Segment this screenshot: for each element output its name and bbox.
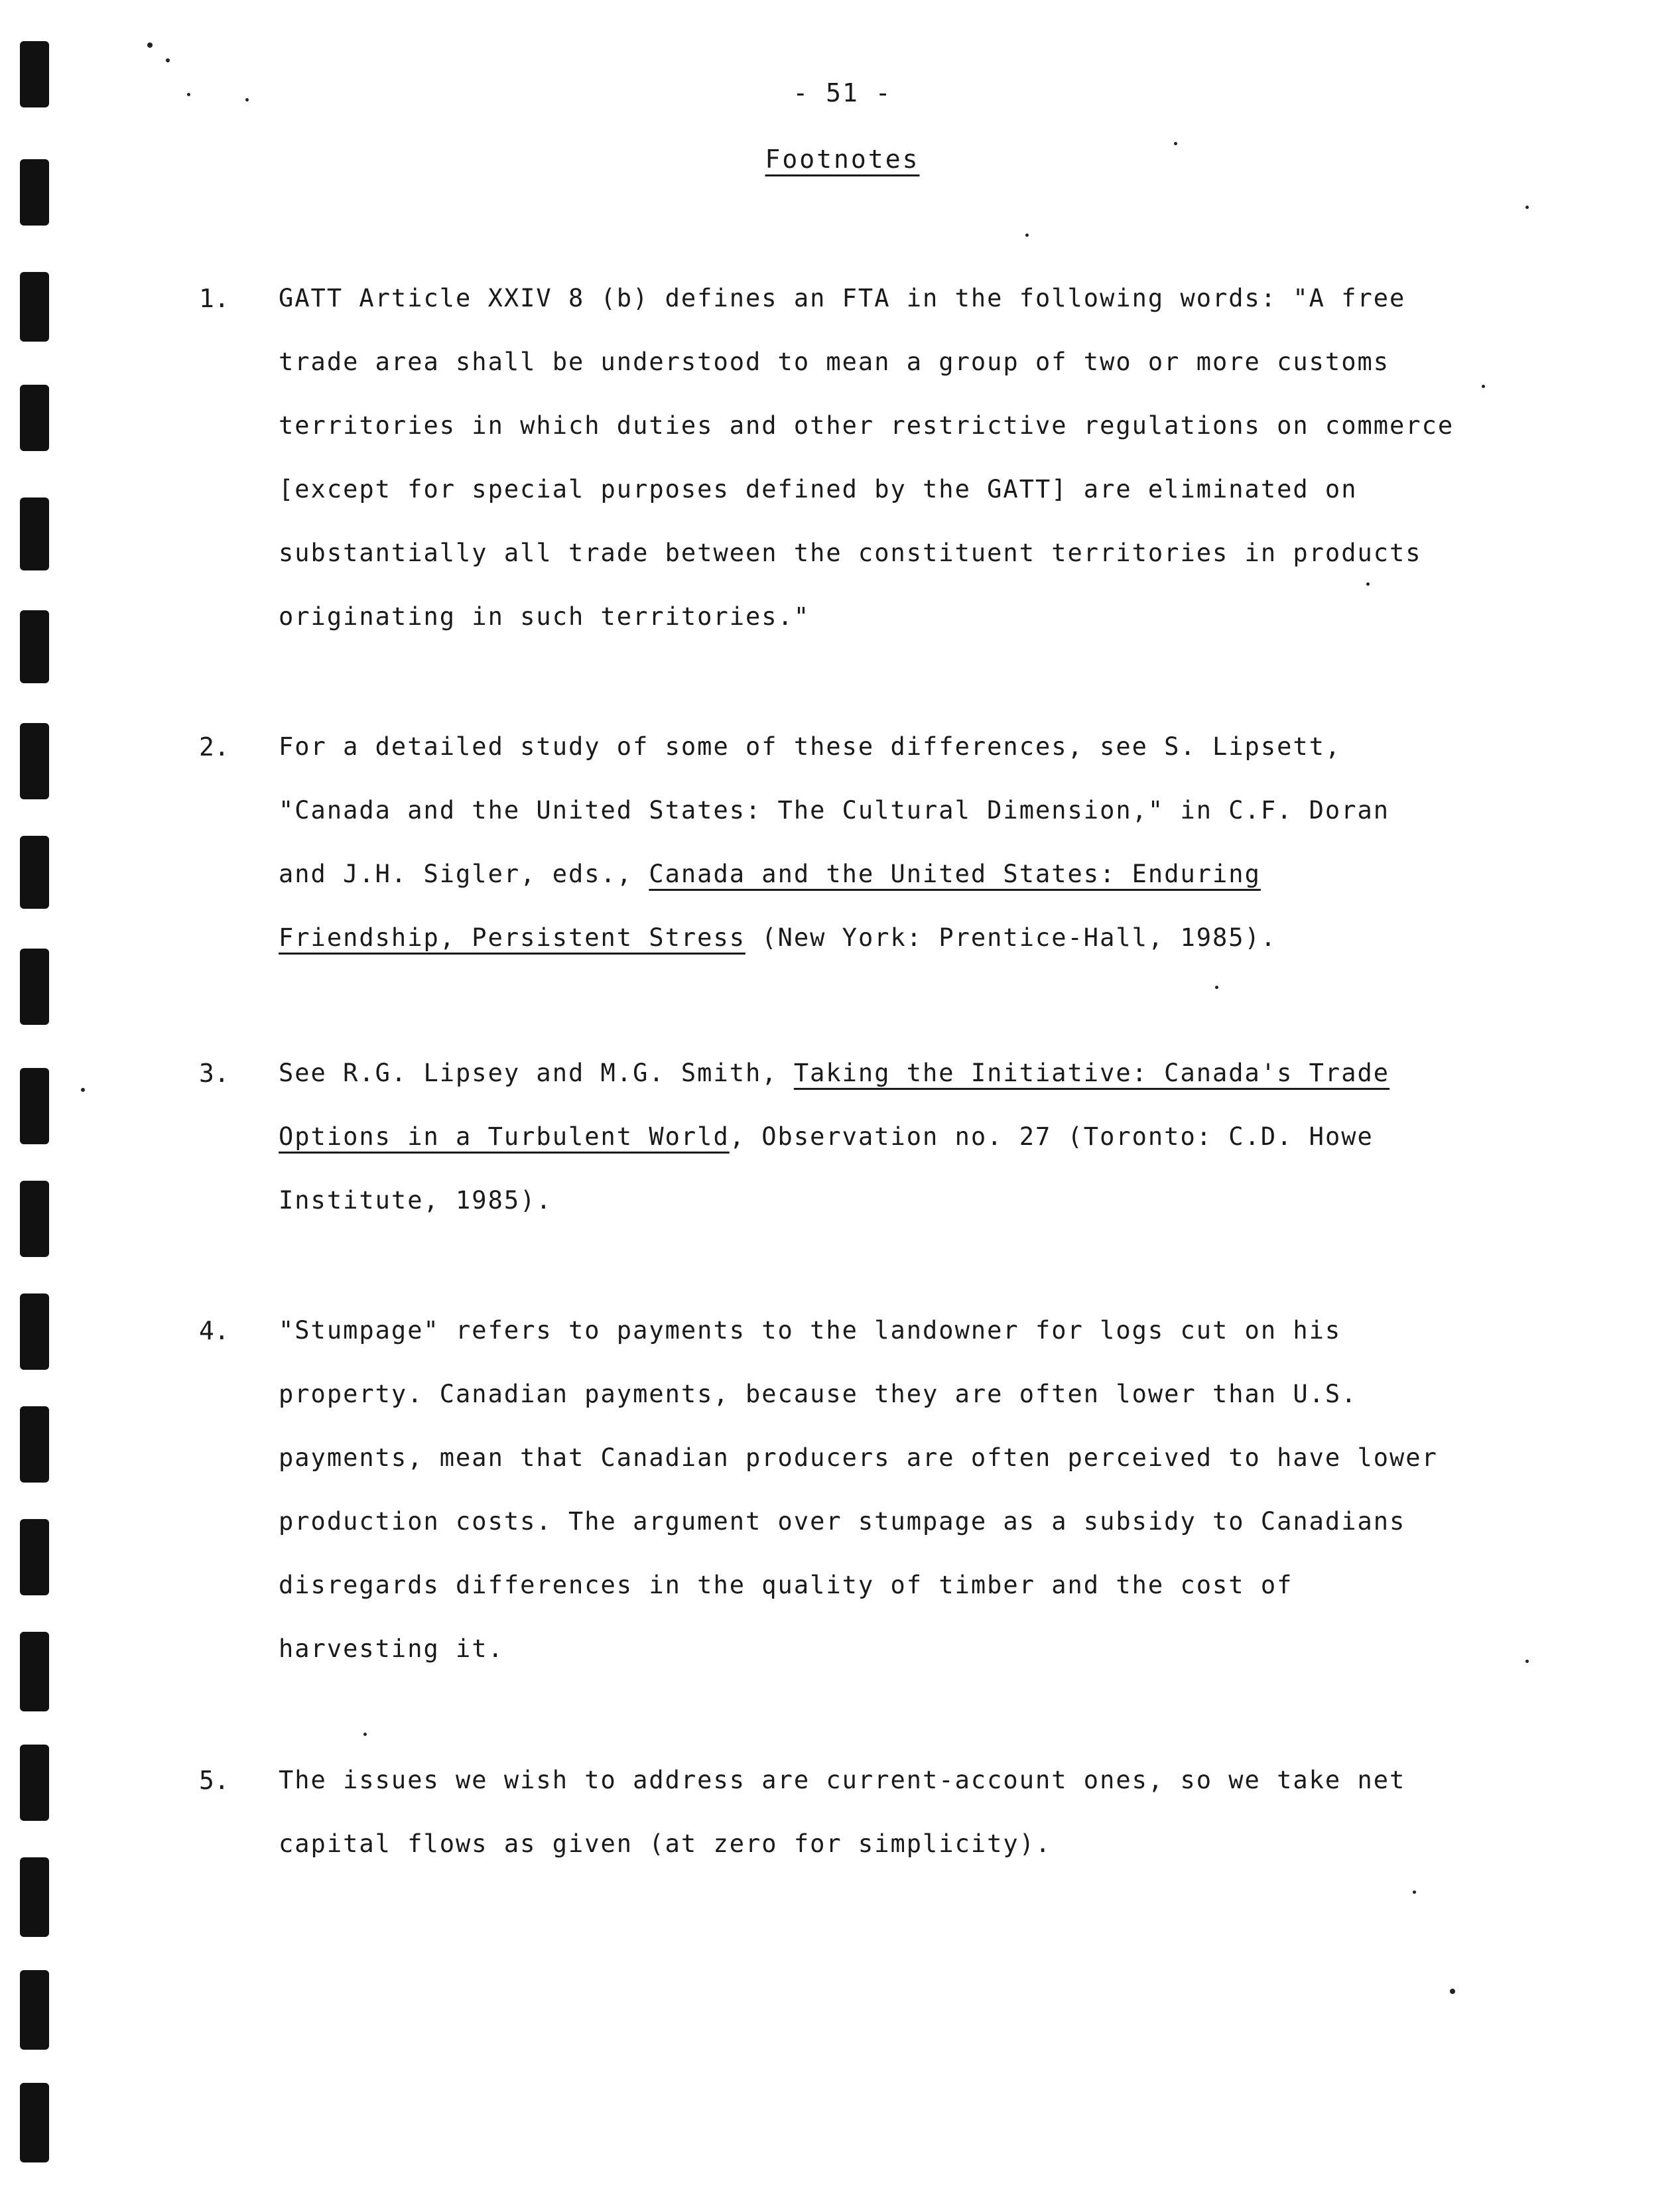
- footnote-line: GATT Article XXIV 8 (b) defines an FTA in the following words: "A free: [279, 284, 1406, 312]
- scan-speck: [1525, 1660, 1529, 1663]
- footnote-line: "Stumpage" refers to payments to the landowner for logs cut on his: [279, 1316, 1342, 1345]
- footnote-line: payments, mean that Canadian producers are often perceived to have lower: [279, 1443, 1438, 1472]
- binder-mark: [20, 1745, 49, 1821]
- book-title: Options in a Turbulent World: [279, 1122, 730, 1151]
- scan-speck: [1482, 385, 1485, 388]
- binder-mark: [20, 2083, 49, 2162]
- footnote-line: See R.G. Lipsey and M.G. Smith, Taking the Initiative: Canada's Trade: [279, 1059, 1390, 1087]
- binder-mark: [20, 949, 49, 1025]
- scan-speck: [1215, 986, 1218, 989]
- footnote-line: For a detailed study of some of these differences, see S. Lipsett,: [279, 732, 1342, 761]
- binder-mark: [20, 1519, 49, 1595]
- footnote-number: 5.: [199, 1766, 229, 1795]
- scan-speck: [166, 58, 170, 62]
- binder-mark: [20, 1632, 49, 1711]
- scan-speck: [363, 1733, 367, 1736]
- binder-mark: [20, 1970, 49, 2050]
- scan-speck: [1174, 142, 1177, 145]
- scan-speck: [187, 93, 190, 96]
- footnote-number: 4.: [199, 1316, 229, 1345]
- book-title: Taking the Initiative: Canada's Trade: [793, 1059, 1390, 1087]
- binder-mark: [20, 1857, 49, 1937]
- binder-mark: [20, 610, 49, 683]
- footnote-line: Friendship, Persistent Stress (New York: Prentice-Hall, 1985).: [279, 923, 1277, 952]
- binder-mark: [20, 385, 49, 451]
- footnote-line: capital flows as given (at zero for simplicity).: [279, 1829, 1052, 1858]
- book-title: Canada and the United States: Enduring: [649, 860, 1261, 888]
- footnote-line: Institute, 1985).: [279, 1186, 552, 1215]
- scan-speck: [1413, 1890, 1416, 1894]
- binder-mark: [20, 1406, 49, 1483]
- footnote-line: [except for special purposes defined by the GATT] are eliminated on: [279, 475, 1358, 503]
- footnote-line: Options in a Turbulent World, Observation no. 27 (Toronto: C.D. Howe: [279, 1122, 1374, 1151]
- binder-mark: [20, 272, 49, 342]
- binder-mark: [20, 1181, 49, 1257]
- scan-speck: [147, 42, 153, 48]
- binder-mark: [20, 723, 49, 799]
- scan-speck: [81, 1088, 85, 1092]
- scan-speck: [1366, 582, 1370, 586]
- footnote-number: 2.: [199, 732, 229, 762]
- binder-mark: [20, 41, 49, 107]
- footnote-line: "Canada and the United States: The Cultural Dimension," in C.F. Doran: [279, 796, 1390, 825]
- footnote-number: 3.: [199, 1059, 229, 1088]
- footnote-line: substantially all trade between the constituent territories in products: [279, 539, 1422, 567]
- binder-mark: [20, 498, 49, 570]
- footnote-line: territories in which duties and other restrictive regulations on commerce: [279, 411, 1454, 440]
- footnote-line: production costs. The argument over stumpage as a subsidy to Canadians: [279, 1507, 1406, 1536]
- footnote-line: disregards differences in the quality of timber and the cost of: [279, 1571, 1293, 1599]
- page-number: - 51 -: [793, 78, 892, 107]
- footnote-line: originating in such territories.": [279, 602, 810, 631]
- binder-mark: [20, 1068, 49, 1144]
- binder-mark: [20, 1294, 49, 1370]
- footnote-number: 1.: [199, 284, 229, 313]
- scan-speck: [1450, 1989, 1455, 1994]
- binder-mark: [20, 836, 49, 909]
- scan-speck: [1525, 206, 1529, 209]
- binder-mark: [20, 159, 49, 226]
- book-title: Friendship, Persistent Stress: [279, 923, 746, 952]
- footnote-line: harvesting it.: [279, 1634, 504, 1663]
- footnote-line: and J.H. Sigler, eds., Canada and the United States: Enduring: [279, 860, 1261, 888]
- page-heading: Footnotes: [765, 145, 920, 174]
- scan-speck: [245, 98, 249, 101]
- footnote-line: The issues we wish to address are current-account ones, so we take net: [279, 1766, 1406, 1794]
- footnote-line: trade area shall be understood to mean a group of two or more customs: [279, 348, 1390, 376]
- footnote-line: property. Canadian payments, because they are often lower than U.S.: [279, 1380, 1358, 1408]
- scan-speck: [1025, 233, 1029, 237]
